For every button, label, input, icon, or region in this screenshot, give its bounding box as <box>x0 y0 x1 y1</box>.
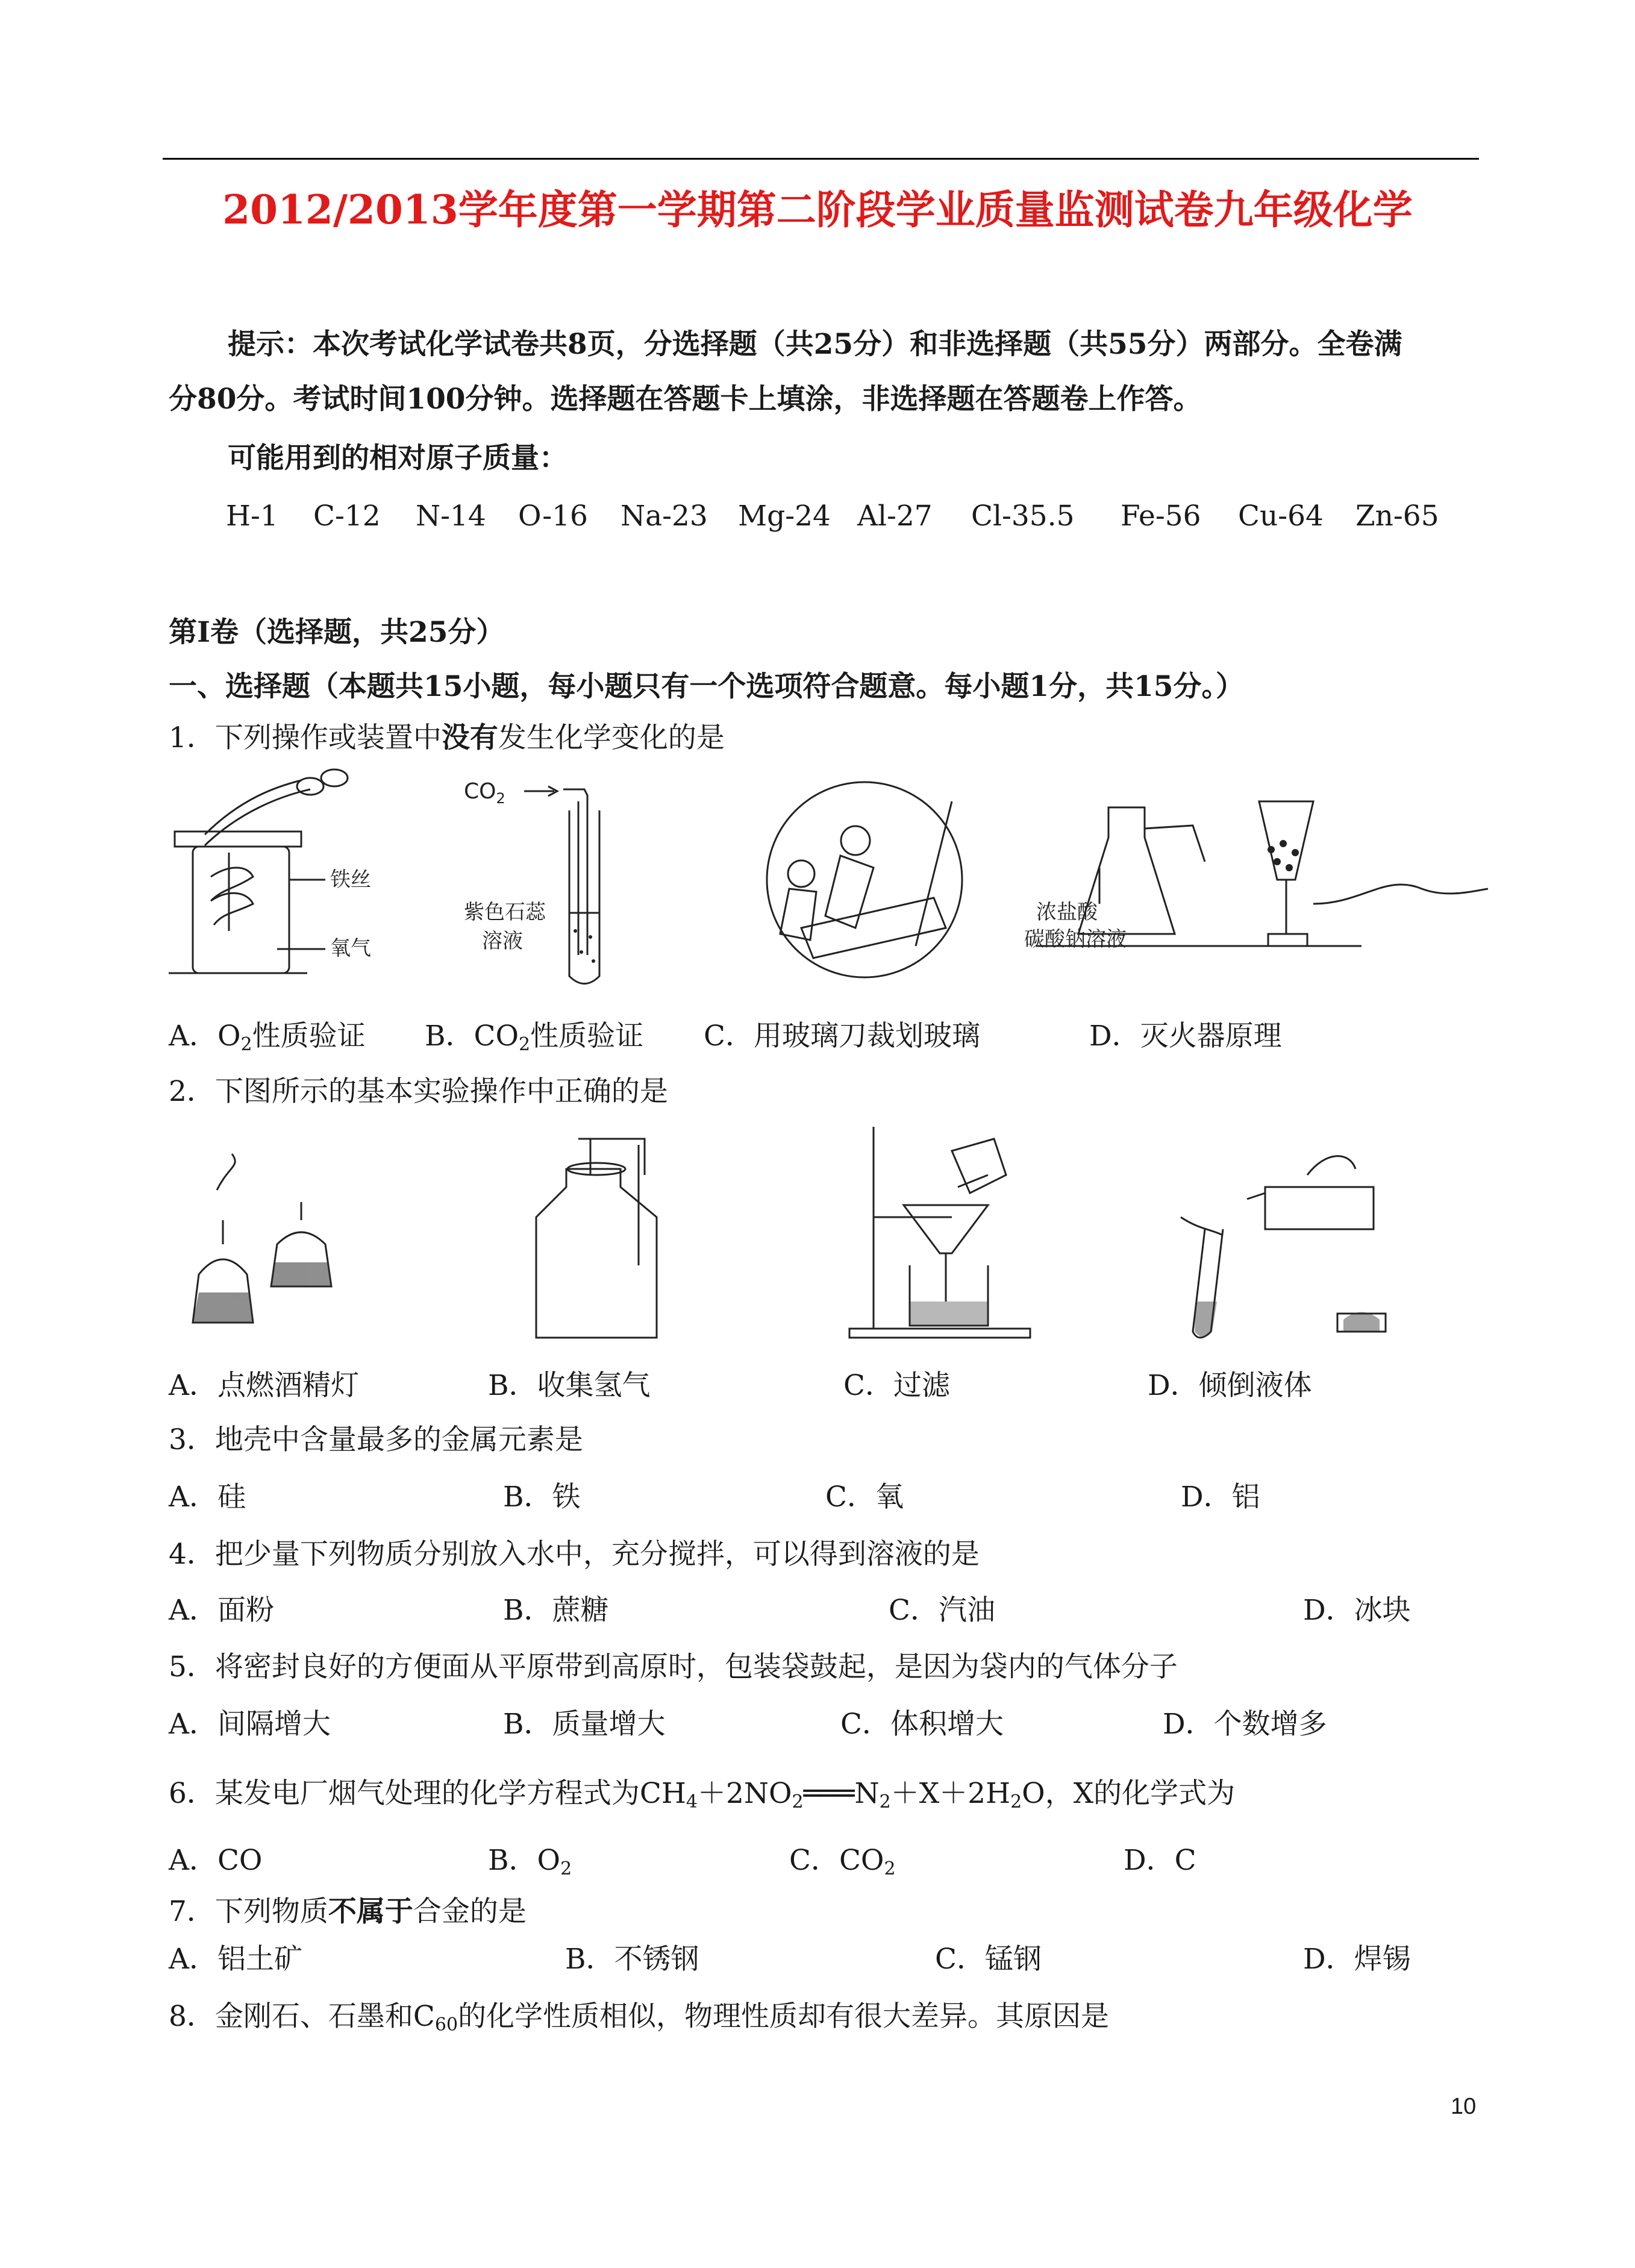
glass-cutting-figure <box>765 777 970 982</box>
q1-option-d[interactable]: D．灭火器原理 <box>1089 1020 1282 1053</box>
q5-option-d[interactable]: D．个数增多 <box>1163 1708 1327 1741</box>
svg-text:溶液: 溶液 <box>482 929 523 953</box>
q6-option-d[interactable]: D．C <box>1124 1844 1196 1877</box>
question-7-stem: 7．下列物质不属于合金的是 <box>169 1895 527 1928</box>
svg-text:碳酸钠溶液: 碳酸钠溶液 <box>1024 927 1127 951</box>
q2-option-d[interactable]: D．倾倒液体 <box>1148 1369 1312 1402</box>
q6-option-a[interactable]: A．CO <box>169 1844 263 1877</box>
atomic-mass-cu: Cu-64 <box>1238 500 1324 533</box>
q3-option-d[interactable]: D．铝 <box>1181 1480 1260 1514</box>
reaction-arrow: ═══ <box>803 1777 855 1810</box>
q6-option-b[interactable]: B．$O_2$ <box>488 1844 572 1879</box>
q6-option-c[interactable]: C．$CO_2$ <box>789 1844 896 1879</box>
q3-option-c[interactable]: C．氧 <box>825 1480 904 1514</box>
q5-option-c[interactable]: C．体积增大 <box>840 1708 1004 1741</box>
notice-line-1: 提示：本次考试化学试卷共8页，分选择题（共25分）和非选择题（共55分）两部分。全卷满 <box>228 328 1402 361</box>
svg-text:CO2: $CO_2$ <box>464 779 505 807</box>
atomic-mass-mg: Mg-24 <box>738 500 831 533</box>
atomic-mass-n: N-14 <box>416 500 486 533</box>
q1-option-b[interactable]: B．$CO_2$性质验证 <box>425 1020 644 1055</box>
gas-bottle-figure <box>524 1133 669 1350</box>
header-rule <box>163 158 1479 160</box>
q7-option-d[interactable]: D．焊锡 <box>1303 1943 1411 1976</box>
atomic-mass-zn: Zn-65 <box>1355 500 1439 533</box>
q4-option-c[interactable]: C．汽油 <box>889 1594 995 1627</box>
atomic-mass-al: Al-27 <box>857 500 933 533</box>
q2-option-b[interactable]: B．收集氢气 <box>488 1369 651 1402</box>
extinguisher-figure <box>1024 783 1506 976</box>
q3-option-b[interactable]: B．铁 <box>503 1480 581 1514</box>
alcohol-lamp-figure <box>175 1154 367 1335</box>
svg-text:浓盐酸: 浓盐酸 <box>1036 900 1098 924</box>
question-5-stem: 5．将密封良好的方便面从平原带到高原时，包装袋鼓起，是因为袋内的气体分子 <box>169 1650 1178 1684</box>
q7-option-c[interactable]: C．锰钢 <box>935 1943 1042 1976</box>
question-1-stem: 1．下列操作或装置中没有发生化学变化的是 <box>169 721 725 754</box>
atomic-mass-na: Na-23 <box>621 500 708 533</box>
q3-option-a[interactable]: A．硅 <box>169 1480 246 1514</box>
q7-option-b[interactable]: B．不锈钢 <box>565 1943 699 1976</box>
q2-option-a[interactable]: A．点燃酒精灯 <box>169 1369 359 1402</box>
q2-option-c[interactable]: C．过滤 <box>843 1369 950 1402</box>
question-8-stem: 8．金刚石、石墨和$C_{60}$的化学性质相似，物理性质却有很大差异。其原因是 <box>169 2000 1110 2035</box>
q4-option-b[interactable]: B．蔗糖 <box>503 1594 609 1627</box>
atomic-mass-c: C-12 <box>313 500 381 533</box>
q5-option-a[interactable]: A．间隔增大 <box>169 1708 331 1741</box>
page-number: 10 <box>1451 2094 1477 2119</box>
question-6-stem: 6．某发电厂烟气处理的化学方程式为$CH_4+2NO_2═══N_2+X+2H_2O$，X的化学式为 <box>169 1777 1236 1812</box>
iron-wire-label: 铁丝 <box>330 868 371 892</box>
q1-option-c[interactable]: C．用玻璃刀裁划玻璃 <box>704 1020 980 1053</box>
iron-in-oxygen-figure <box>169 774 380 979</box>
svg-text:紫色石蕊: 紫色石蕊 <box>464 900 546 924</box>
exam-title: 2012/2013学年度第一学期第二阶段学业质量监测试卷九年级化学 <box>222 186 1413 233</box>
question-2-stem: 2．下图所示的基本实验操作中正确的是 <box>169 1075 668 1108</box>
part-heading: 一、选择题（本题共15小题，每小题只有一个选项符合题意。每小题1分，共15分。） <box>169 670 1245 703</box>
co2-litmus-figure <box>458 774 645 988</box>
question-4-stem: 4．把少量下列物质分别放入水中，充分搅拌，可以得到溶液的是 <box>169 1538 980 1571</box>
notice-line-2: 分80分。考试时间100分钟。选择题在答题卡上填涂，非选择题在答题卷上作答。 <box>169 383 1202 416</box>
atomic-mass-cl: Cl-35.5 <box>971 500 1075 533</box>
q5-option-b[interactable]: B．质量增大 <box>503 1708 666 1741</box>
q4-option-d[interactable]: D．冰块 <box>1303 1594 1411 1627</box>
section-heading: 第Ⅰ卷（选择题，共25分） <box>169 616 505 649</box>
pour-liquid-figure <box>1157 1151 1410 1350</box>
atomic-mass-h: H-1 <box>226 500 278 533</box>
filtration-figure <box>849 1127 1048 1344</box>
atomic-mass-fe: Fe-56 <box>1121 500 1201 533</box>
atomic-mass-o: O-16 <box>518 500 588 533</box>
q1-option-a[interactable]: A．$O_2$性质验证 <box>169 1020 366 1055</box>
oxygen-label: 氧气 <box>330 936 371 960</box>
atomic-mass-label: 可能用到的相对原子质量： <box>228 442 567 475</box>
q4-option-a[interactable]: A．面粉 <box>169 1594 274 1627</box>
q7-option-a[interactable]: A．铝土矿 <box>169 1943 302 1976</box>
question-3-stem: 3．地壳中含量最多的金属元素是 <box>169 1423 583 1456</box>
